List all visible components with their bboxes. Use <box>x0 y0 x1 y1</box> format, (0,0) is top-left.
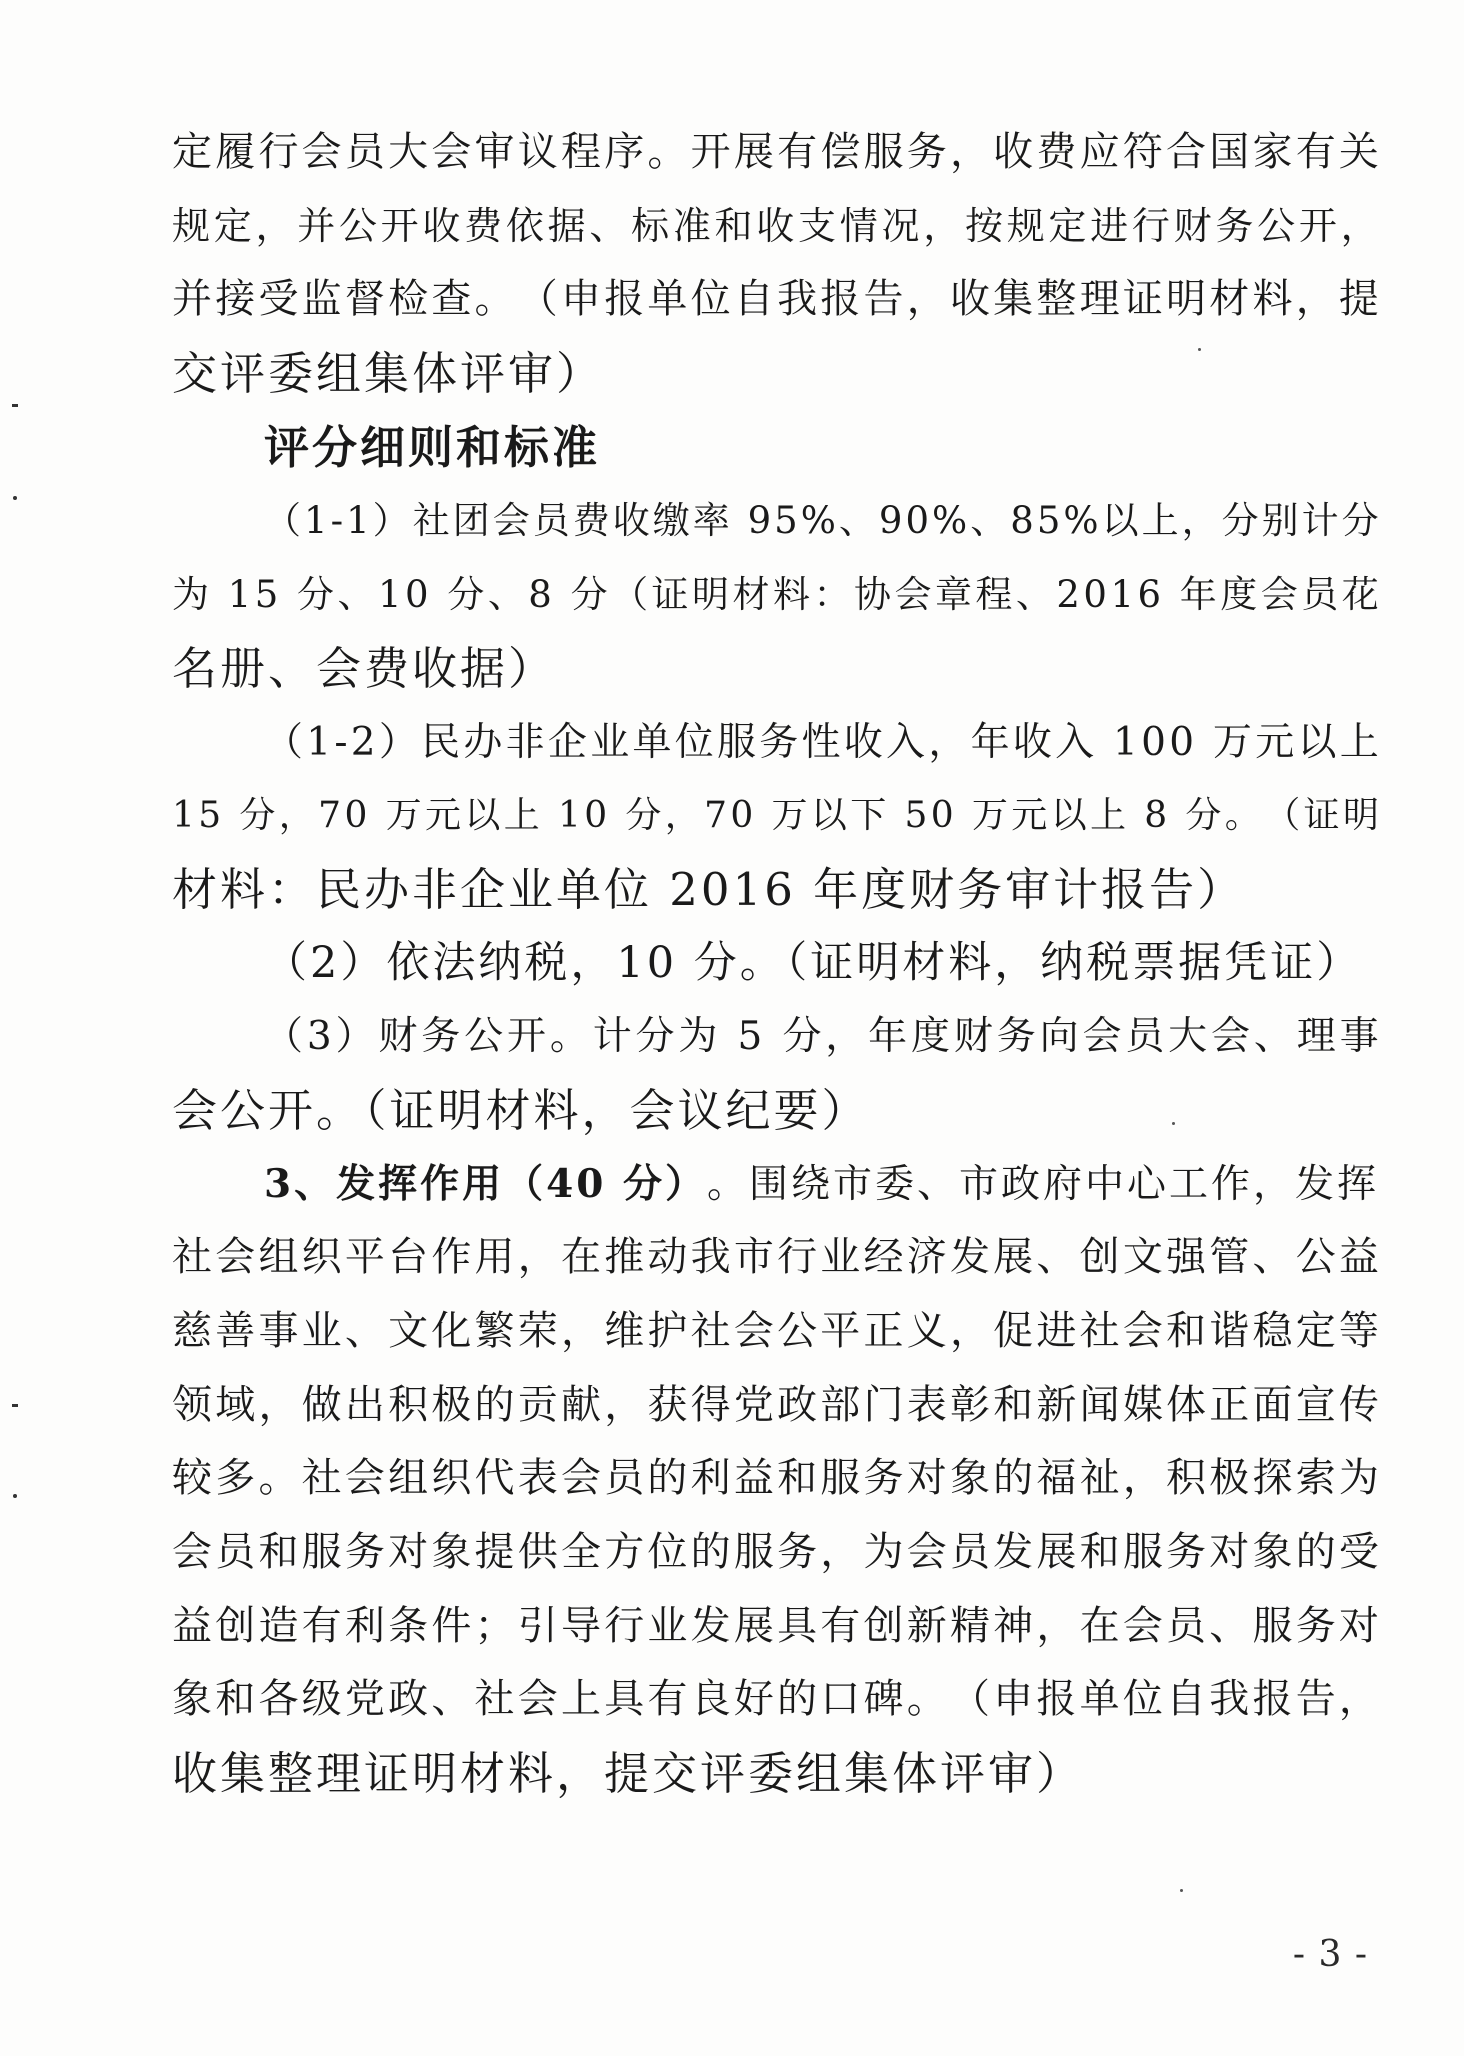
paragraph-line: （2）依法纳税，10 分。（证明材料，纳税票据凭证） <box>264 937 1363 988</box>
paragraph-line: 名册、会费收据） <box>172 641 557 695</box>
scan-mark <box>13 496 17 500</box>
paragraph-line <box>172 1148 1382 1222</box>
paragraph-line: 1 5 分 ， 7 0 万 元 以 上 1 0 分 ， 7 0 万 以 下 5 0 万 元 以 上 8 分 。 （ 证 明 <box>172 795 1382 837</box>
paragraph-line: 领 域 ， 做 出 积 极 的 贡 献 ， 获 得 党 政 部 门 表 彰 和 新 闻 媒 体 正 面 宣 传 <box>172 1381 1382 1428</box>
paragraph-line: 并 接 受 监 督 检 查 。 （ 申 报 单 位 自 我 报 告 ， 收 集 整 理 证 明 材 料 ， 提 <box>172 276 1382 323</box>
page-number: - 3 - <box>1292 1934 1368 1975</box>
paragraph-line: （ 1 - 2 ） 民 办 非 企 业 单 位 服 务 性 收 入 ， 年 收 入 1 0 0 万 元 以 上 <box>264 719 1382 765</box>
paragraph-line: （ 1 - 1 ） 社 团 会 员 费 收 缴 率 9 5 % 、 9 0 % 、 8 5 % 以 上 ， 分 别 计 分 <box>264 499 1382 543</box>
paragraph-line: 社 会 组 织 平 台 作 用 ， 在 推 动 我 市 行 业 经 济 发 展 、 创 文 强 管 、 公 益 <box>172 1234 1382 1281</box>
scan-mark <box>12 404 18 407</box>
paragraph-line: 益 创 造 有 利 条 件 ； 引 导 行 业 发 展 具 有 创 新 精 神 ， 在 会 员 、 服 务 对 <box>172 1602 1382 1649</box>
scan-speck <box>1180 1889 1183 1892</box>
section-heading: 评分细则和标准 <box>264 420 601 474</box>
paragraph-line: 材料：民办非企业单位 2016 年度财务审计报告） <box>172 862 1246 916</box>
paragraph-line: 收集整理证明材料，提交评委组集体评审） <box>172 1747 1085 1801</box>
scan-mark <box>12 1404 18 1407</box>
paragraph-line: （ 3 ） 财 务 公 开 。 计 分 为 5 分 ， 年 度 财 务 向 会 员 大 会 、 理 事 <box>264 1014 1382 1060</box>
paragraph-line: 较 多 。 社 会 组 织 代 表 会 员 的 利 益 和 服 务 对 象 的 福 祉 ， 积 极 探 索 为 <box>172 1455 1382 1502</box>
paragraph-line: 为 1 5 分 、 1 0 分 、 8 分 （ 证 明 材 料 ： 协 会 章 程 、 2 0 1 6 年 度 会 员 花 <box>172 573 1382 617</box>
paragraph-text: 。围绕市委、市政府中心工作，发挥 <box>707 1161 1380 1207</box>
paragraph-line: 规 定 ， 并 公 开 收 费 依 据 、 标 准 和 收 支 情 况 ， 按 规 定 进 行 财 务 公 开 ， <box>172 203 1382 248</box>
section-heading-inline: 3、发挥作用（40 分） <box>264 1160 707 1207</box>
paragraph-line: 会公开。（证明材料，会议纪要） <box>172 1083 870 1137</box>
paragraph-line: 慈 善 事 业 、 文 化 繁 荣 ， 维 护 社 会 公 平 正 义 ， 促 进 社 会 和 谐 稳 定 等 <box>172 1308 1382 1354</box>
paragraph-line: 象 和 各 级 党 政 、 社 会 上 具 有 良 好 的 口 碑 。 （ 申 报 单 位 自 我 报 告 ， <box>172 1676 1382 1723</box>
scan-mark <box>13 1494 17 1498</box>
paragraph-line: 交评委组集体评审） <box>172 347 605 401</box>
body-text <box>172 116 1382 1811</box>
paragraph-line: 会 员 和 服 务 对 象 提 供 全 方 位 的 服 务 ， 为 会 员 发 展 和 服 务 对 象 的 受 <box>172 1529 1382 1576</box>
paragraph-line: 定 履 行 会 员 大 会 审 议 程 序 。 开 展 有 偿 服 务 ， 收 费 应 符 合 国 家 有 关 <box>172 129 1382 175</box>
